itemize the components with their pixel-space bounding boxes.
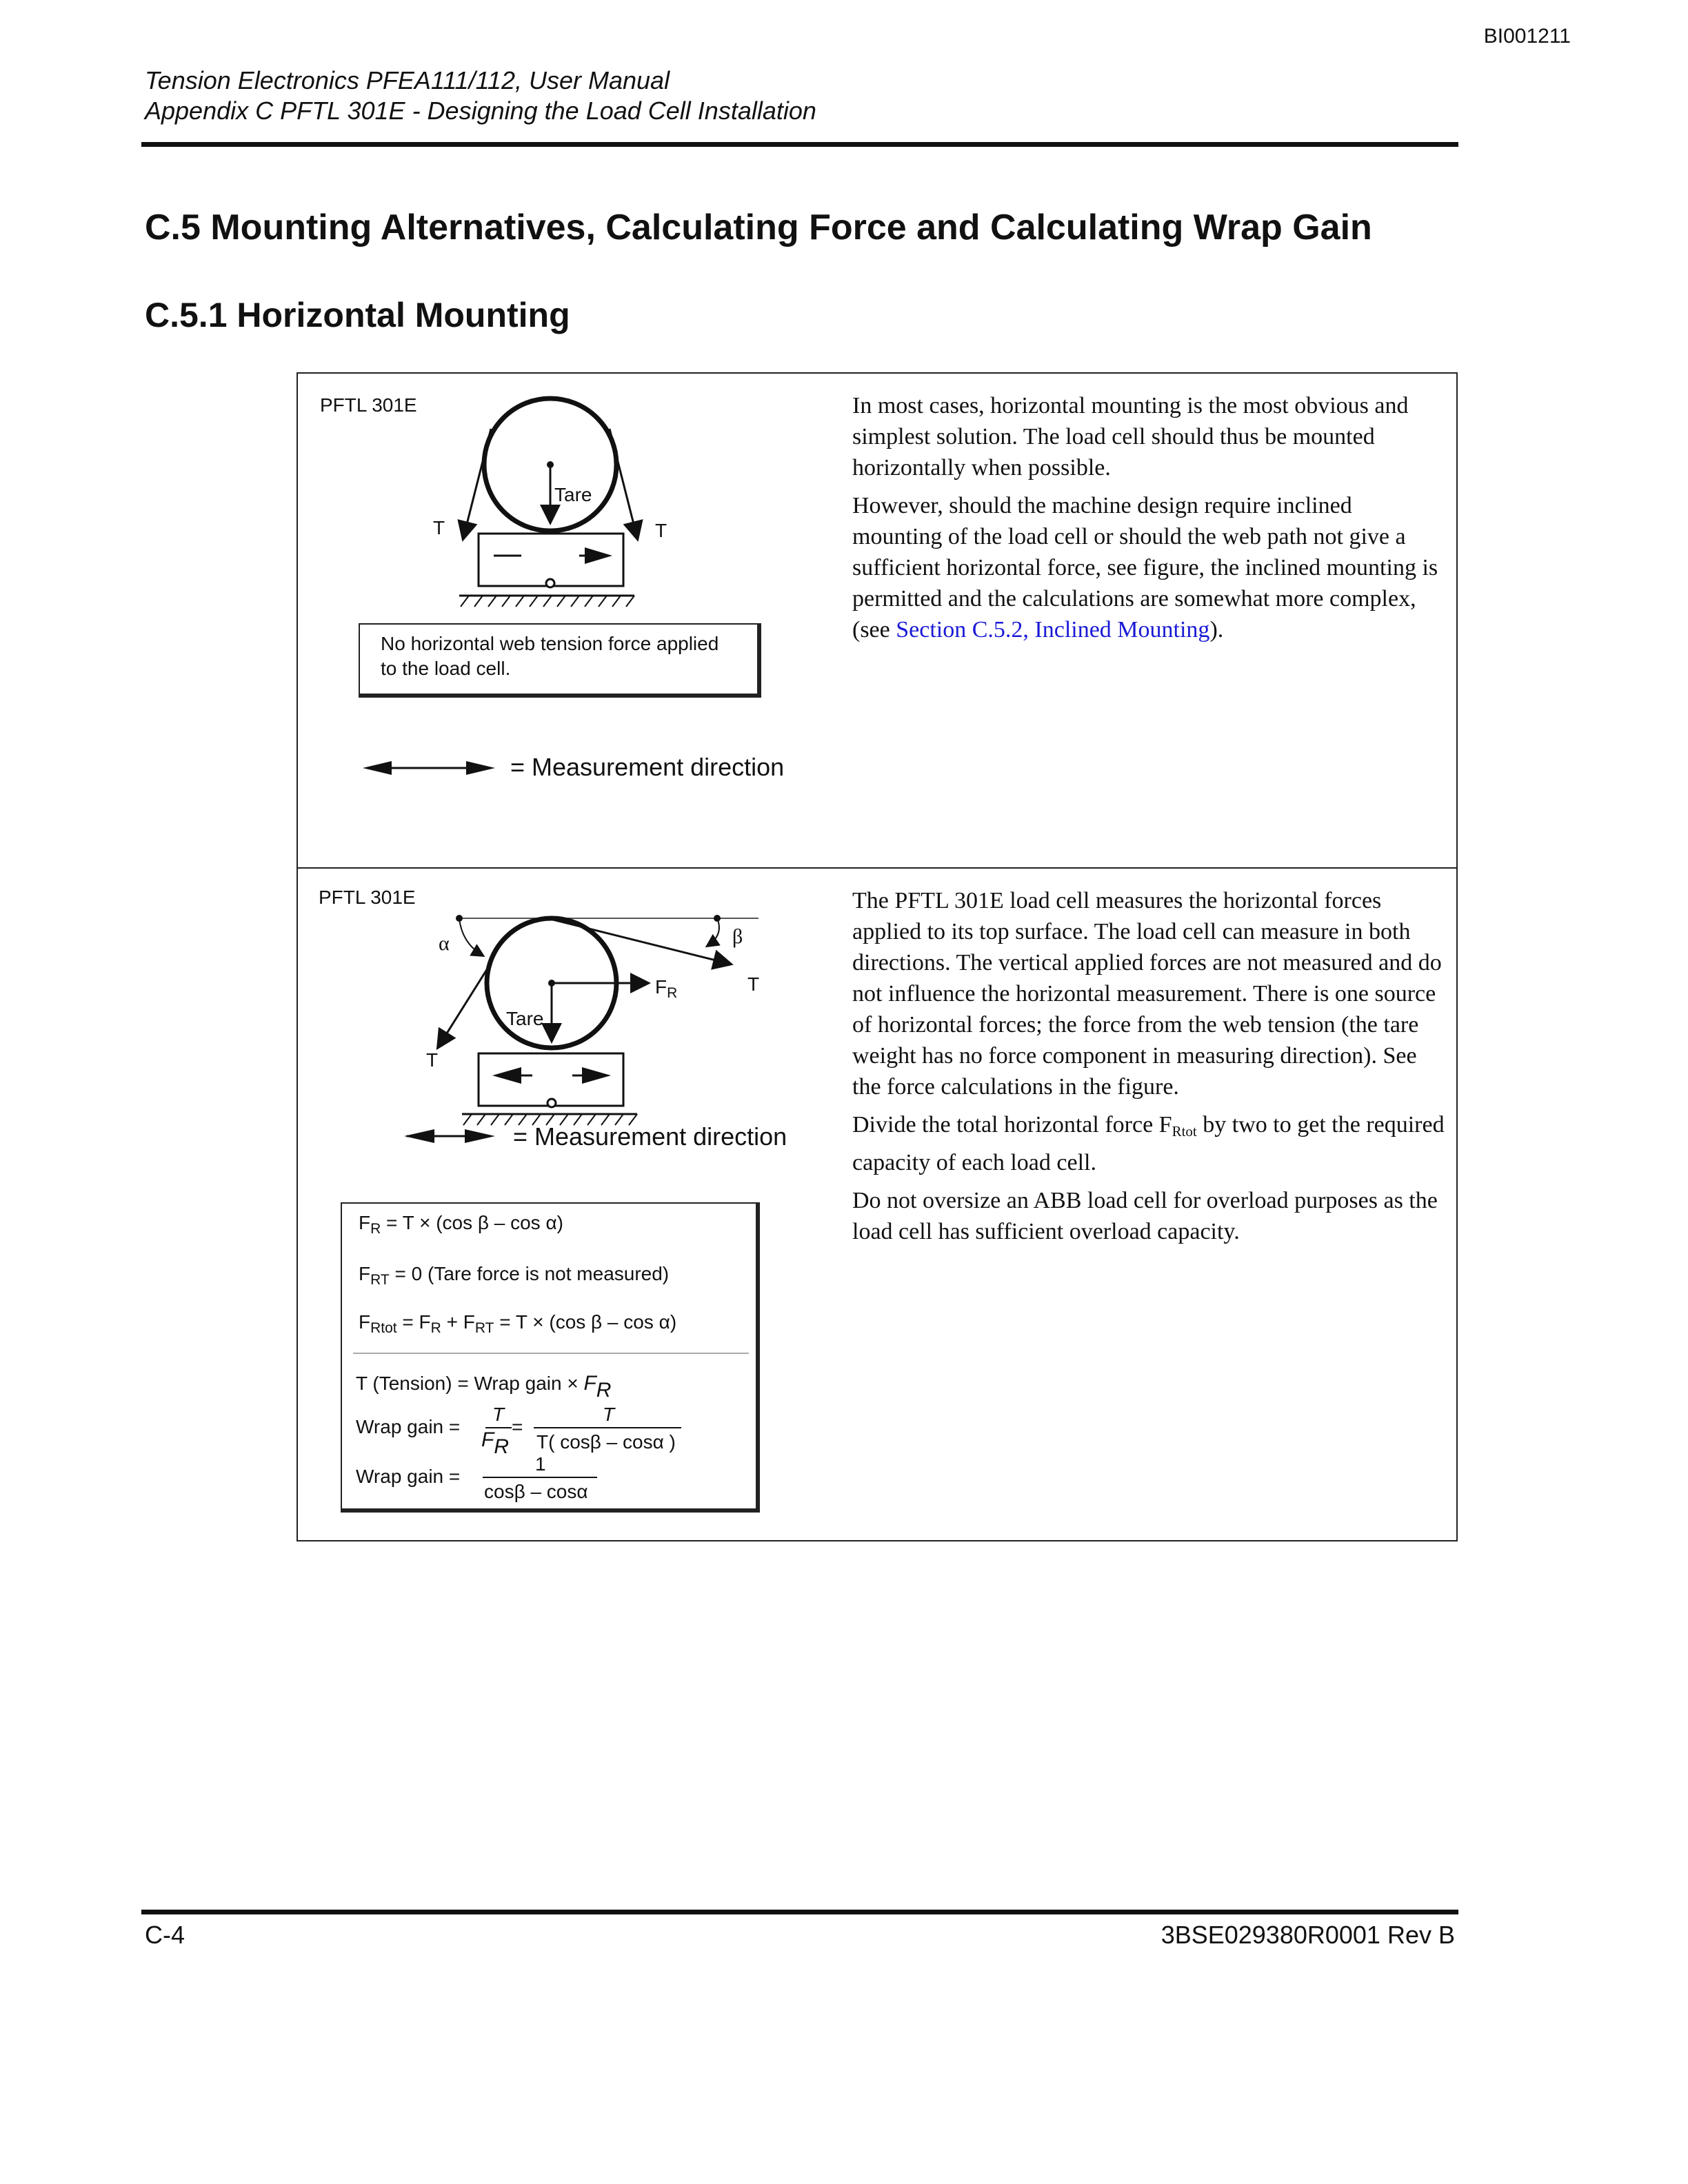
formula-wrap-gain-label: Wrap gain = bbox=[356, 1416, 461, 1437]
frac3-denominator: cosβ – cosα bbox=[484, 1481, 588, 1502]
formula-fr: $F_R = T \times (\cos$ β – cos α) bbox=[359, 1212, 563, 1237]
legend-arrowhead-right-2 bbox=[465, 1129, 495, 1143]
legend-arrowhead-left-2 bbox=[404, 1129, 434, 1143]
text2-paragraph1: The PFTL 301E load cell measures the horizontal forces applied to its top surface. The load cell can measure in both directions. The vertical applied forces are not measured and do not influence the horizontal measurement. There is one source of horizontal forces; the force from the web tension (the tare weight has no force component in measuring direction). See the force calculations in the figure. bbox=[852, 888, 1442, 1100]
text2-paragraph2: Divide the total horizontal force $F_{Rtot}$ by two to get the required capacity of each load cell. bbox=[852, 1112, 1445, 1175]
section-c52-link[interactable]: Section C.5.2, Inclined Mounting bbox=[896, 617, 1210, 643]
text-block-forces bbox=[852, 885, 1445, 1254]
document-id: BI001211 bbox=[1483, 25, 1571, 48]
fr-label-main: F bbox=[655, 976, 667, 998]
frac-equals: = bbox=[512, 1416, 523, 1437]
figure2-t-right: T bbox=[747, 973, 760, 995]
figure1-tare-label: Tare bbox=[554, 484, 592, 505]
formula-frt: $F_{RT} = 0$ (Tare force is not measured) bbox=[359, 1263, 670, 1288]
frac1-denominator: FR bbox=[481, 1428, 509, 1458]
frac3-bar bbox=[483, 1477, 597, 1478]
page-number: C-4 bbox=[145, 1921, 185, 1949]
formula-frtot: $F_{Rtot} = F_R + F_{RT} = T \times (\cos$ β – cos α) bbox=[359, 1311, 677, 1336]
frac2-denominator: T( cosβ – cosα ) bbox=[536, 1431, 676, 1453]
measure-arrowhead-left-2 bbox=[492, 1067, 521, 1084]
tension-arrow-right-2 bbox=[547, 918, 730, 964]
figure1-legend-text: = Measurement direction bbox=[510, 753, 785, 781]
frac2-bar bbox=[534, 1427, 681, 1428]
figure2-tare-label: Tare bbox=[506, 1008, 544, 1029]
figure1-model-label: PFTL 301E bbox=[320, 394, 417, 416]
formula-tension: T (Tension) = Wrap gain × FR bbox=[356, 1372, 612, 1402]
text1-p2-end: ). bbox=[1209, 617, 1224, 643]
pivot bbox=[546, 579, 554, 587]
figure2-model-label: PFTL 301E bbox=[319, 887, 416, 908]
frac3-numerator: 1 bbox=[535, 1453, 546, 1475]
measure-arrowhead-right-2 bbox=[582, 1067, 611, 1084]
measure-arrowhead-right bbox=[585, 547, 612, 564]
alpha-label: α bbox=[439, 932, 450, 955]
fr-label-sub: R bbox=[667, 985, 678, 1001]
frac2-numerator: T bbox=[603, 1404, 615, 1425]
header-subtitle: Appendix C PFTL 301E - Designing the Load Cell Installation bbox=[145, 97, 816, 125]
alpha-arc bbox=[459, 918, 483, 956]
header-title: Tension Electronics PFEA111/112, User Manual bbox=[145, 66, 670, 94]
document-reference: 3BSE029380R0001 Rev B bbox=[1160, 1921, 1455, 1949]
text1-p2-start: However, should the machine design require inclined mounting of the load cell or should the web path not give a sufficient horizontal force, see figure, the inclined mounting is permitted and the calculations are somewhat more complex, (see bbox=[852, 493, 1438, 643]
figure1-t-right: T bbox=[655, 520, 667, 541]
beta-arc bbox=[707, 918, 719, 946]
ground-hatch bbox=[461, 596, 634, 607]
text2-paragraph3: Do not oversize an ABB load cell for overload purposes as the load cell has sufficient overload capacity. bbox=[852, 1188, 1438, 1244]
footer-rule bbox=[141, 1910, 1458, 1914]
header-rule bbox=[141, 142, 1458, 147]
tension-arrow-left-2 bbox=[439, 965, 490, 1046]
frac1-numerator: T bbox=[492, 1404, 505, 1425]
figure1-note: No horizontal web tension force applied to the load cell. bbox=[359, 623, 761, 698]
section-title: C.5 Mounting Alternatives, Calculating Force and Calculating Wrap Gain bbox=[145, 208, 1372, 247]
formula-divider bbox=[353, 1353, 749, 1354]
text1-paragraph1: In most cases, horizontal mounting is the most obvious and simplest solution. The load cell should thus be mounted horizontally when possible. bbox=[852, 393, 1409, 481]
figure2-t-left: T bbox=[426, 1049, 439, 1071]
pivot-2 bbox=[547, 1099, 556, 1107]
figure1-legend-arrow bbox=[360, 754, 498, 782]
beta-label: β bbox=[732, 925, 743, 948]
subsection-title: C.5.1 Horizontal Mounting bbox=[145, 296, 570, 334]
text-block-horizontal bbox=[852, 390, 1445, 652]
figure1-diagram bbox=[414, 386, 676, 620]
figure2-legend-text: = Measurement direction bbox=[513, 1122, 787, 1151]
text1-paragraph2 bbox=[852, 490, 1445, 645]
formula-wrap-gain-label-2: Wrap gain = bbox=[356, 1466, 461, 1487]
fr-label bbox=[655, 976, 677, 1002]
figure1-t-left: T bbox=[433, 517, 445, 538]
